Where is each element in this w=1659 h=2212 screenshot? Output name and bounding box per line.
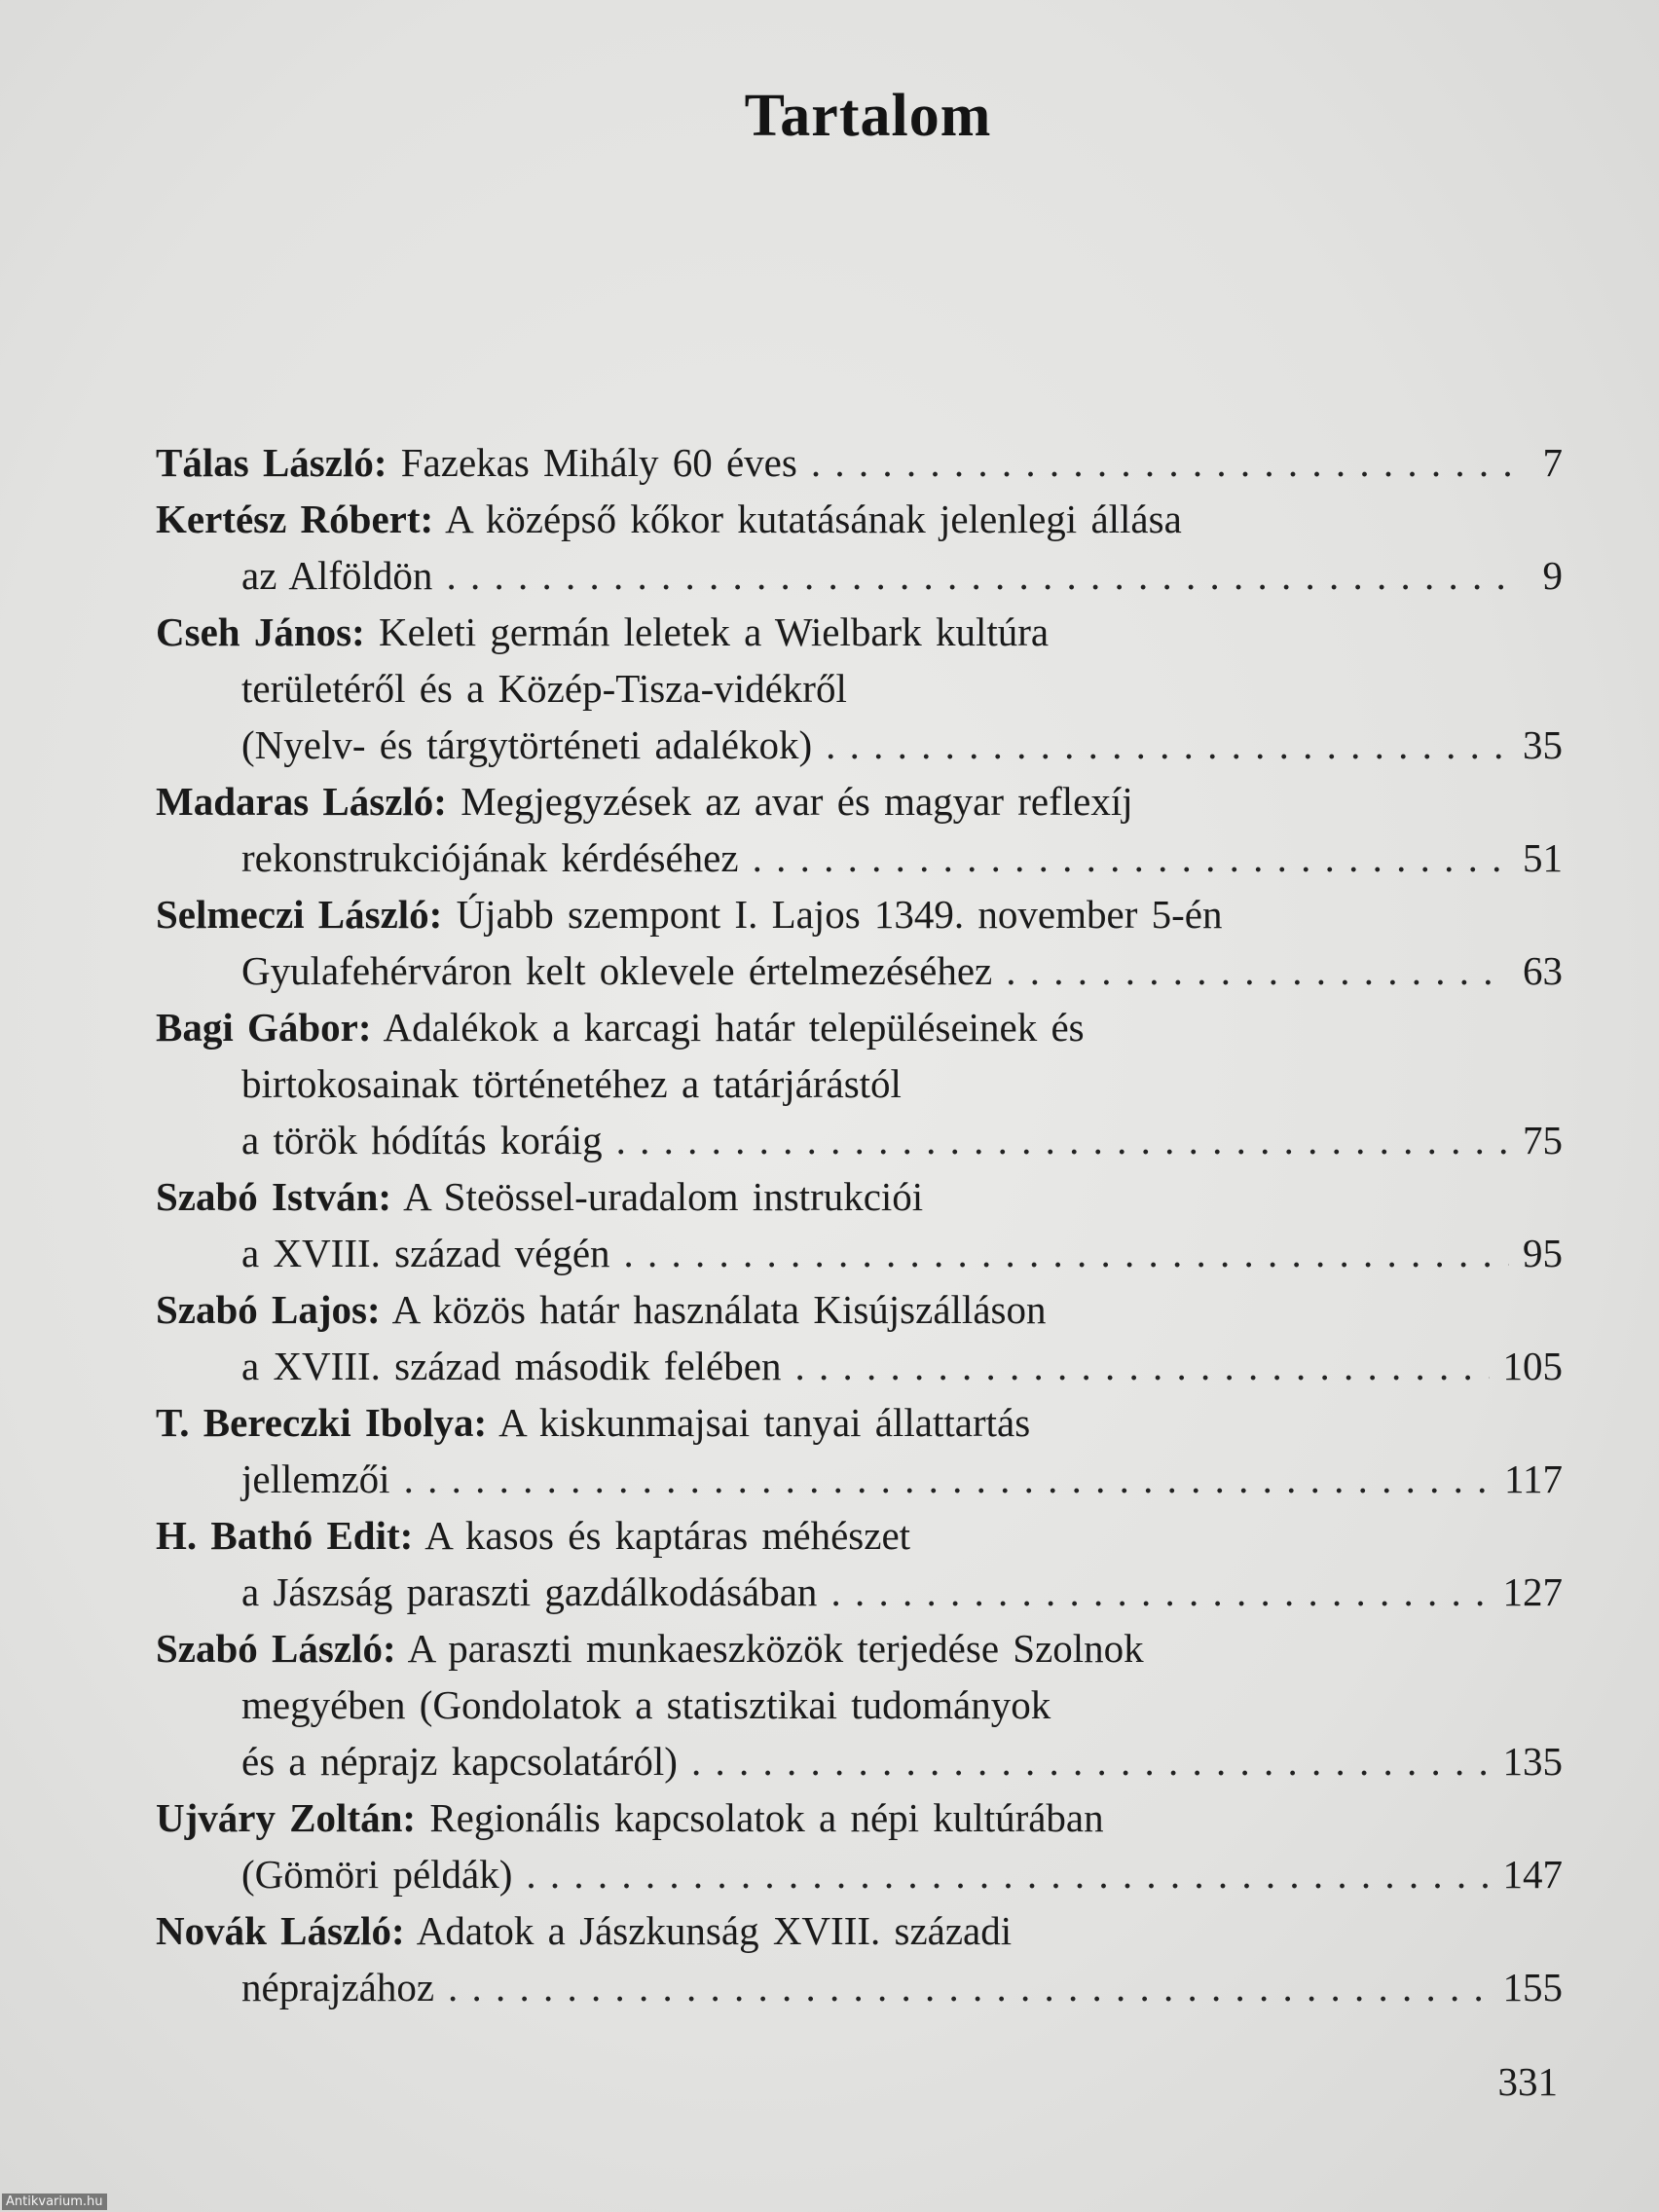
toc-author: Madaras László: (156, 779, 447, 824)
toc-entry (156, 1507, 1563, 1620)
toc-text (156, 779, 1133, 824)
toc-entry (156, 1902, 1563, 2015)
toc-page-number: 105 (1502, 1344, 1563, 1388)
toc-title-text: A kasos és kaptáras méhészet (424, 1513, 911, 1558)
toc-entry (156, 773, 1563, 886)
toc-line (156, 1338, 1563, 1394)
dot-leader (616, 1112, 1509, 1168)
toc-title-text: a Jászság paraszti gazdálkodásában (241, 1569, 818, 1614)
toc-title-text: az Alföldön (241, 553, 433, 598)
toc-line (156, 1789, 1563, 1846)
toc-title-text: Újabb szempont I. Lajos 1349. november 5-én (456, 892, 1223, 937)
toc-line (156, 1733, 1563, 1789)
toc-page-number: 155 (1502, 1965, 1563, 2009)
toc-title-text: a török hódítás koráig (241, 1118, 603, 1162)
toc-page-number: 127 (1502, 1569, 1563, 1614)
toc-line (156, 1564, 1563, 1620)
toc-line (156, 773, 1563, 830)
toc-author: Selmeczi László: (156, 892, 443, 937)
toc-line (156, 434, 1563, 491)
toc-entry (156, 886, 1563, 999)
toc-line (156, 1394, 1563, 1451)
table-of-contents (156, 434, 1563, 2015)
toc-page-number: 117 (1504, 1456, 1563, 1501)
page-title: Tartalom (744, 83, 992, 149)
dot-leader (404, 1451, 1491, 1507)
toc-title-text: A középső kőkor kutatásának jelenlegi állása (445, 497, 1182, 541)
toc-text (156, 1626, 1144, 1671)
toc-text (241, 1564, 817, 1620)
toc-text (241, 1733, 678, 1789)
toc-author: Tálas László: (156, 440, 387, 485)
toc-title-text: jellemzői (241, 1456, 390, 1501)
toc-text (241, 1112, 603, 1168)
toc-title-text: (Nyelv- és tárgytörténeti adalékok) (241, 722, 813, 767)
toc-text (241, 1959, 434, 2015)
toc-entry (156, 1620, 1563, 1789)
toc-line (156, 1620, 1563, 1677)
toc-page-number: 51 (1523, 835, 1563, 880)
toc-line (156, 1451, 1563, 1507)
toc-text (156, 1400, 1030, 1445)
toc-text (156, 497, 1182, 541)
toc-line (156, 1677, 1563, 1733)
toc-entry (156, 1281, 1563, 1394)
toc-entry (156, 999, 1563, 1168)
toc-title-text: Adalékok a karcagi határ településeinek és (383, 1005, 1085, 1050)
dot-leader (526, 1846, 1489, 1902)
toc-text (156, 1005, 1085, 1050)
watermark: Antikvarium.hu (2, 2194, 107, 2210)
toc-text (241, 942, 992, 999)
toc-text (156, 1287, 1046, 1332)
toc-line (156, 942, 1563, 999)
toc-author: Szabó Lajos: (156, 1287, 381, 1332)
toc-page-number: 147 (1502, 1852, 1563, 1897)
toc-title-text: a XVIII. század második felében (241, 1344, 782, 1388)
toc-title-text: a XVIII. század végén (241, 1231, 610, 1275)
toc-line (156, 886, 1563, 942)
toc-title-text: A közös határ használata Kisújszálláson (391, 1287, 1047, 1332)
toc-page-number: 95 (1523, 1231, 1563, 1275)
toc-title-text: területéről és a Közép-Tisza-vidékről (241, 666, 847, 711)
toc-entry (156, 1168, 1563, 1281)
toc-title-text: Adatok a Jászkunság XVIII. századi (416, 1908, 1013, 1953)
toc-author: Kertész Róbert: (156, 497, 434, 541)
toc-text (241, 717, 812, 773)
toc-title-text: A Steössel-uradalom instrukciói (403, 1174, 924, 1219)
toc-line (156, 1507, 1563, 1564)
toc-title-text: Fazekas Mihály 60 éves (400, 440, 797, 485)
toc-author: H. Bathó Edit: (156, 1513, 414, 1558)
toc-title-text: A paraszti munkaeszközök terjedése Szolnok (407, 1626, 1144, 1671)
toc-page-number: 135 (1502, 1739, 1563, 1784)
toc-author: Szabó László: (156, 1626, 396, 1671)
toc-title-text: megyében (Gondolatok a statisztikai tudományok (241, 1682, 1051, 1727)
toc-author: T. Bereczki Ibolya: (156, 1400, 488, 1445)
toc-author: Novák László: (156, 1908, 405, 1953)
toc-line (156, 830, 1563, 886)
toc-text (156, 1174, 923, 1219)
dot-leader (448, 1959, 1489, 2015)
dot-leader (794, 1338, 1489, 1394)
dot-leader (446, 547, 1520, 604)
toc-title-text: és a néprajz kapcsolatáról) (241, 1739, 678, 1784)
toc-line (156, 1902, 1563, 1959)
toc-line (156, 1281, 1563, 1338)
toc-text (241, 830, 739, 886)
toc-title-text: Gyulafehérváron kelt oklevele értelmezéséhez (241, 948, 993, 993)
dot-leader (691, 1733, 1490, 1789)
toc-title-text: (Gömöri példák) (241, 1852, 513, 1897)
toc-page-number: 35 (1523, 722, 1563, 767)
toc-text (241, 1682, 1051, 1727)
toc-line (156, 604, 1563, 660)
toc-page-number: 75 (1523, 1118, 1563, 1162)
toc-line (156, 660, 1563, 717)
toc-page-number: 9 (1542, 553, 1563, 598)
toc-text (156, 1795, 1104, 1840)
toc-title-text: birtokosainak történetéhez a tatárjárástól (241, 1061, 902, 1106)
toc-title-text: Regionális kapcsolatok a népi kultúrában (429, 1795, 1104, 1840)
toc-text (241, 1451, 390, 1507)
toc-text (241, 1225, 610, 1281)
toc-author: Ujváry Zoltán: (156, 1795, 417, 1840)
dot-leader (753, 830, 1509, 886)
toc-line (156, 999, 1563, 1055)
toc-text (241, 1061, 902, 1106)
toc-text (241, 1338, 781, 1394)
toc-title-text: néprajzához (241, 1965, 435, 2009)
toc-line (156, 717, 1563, 773)
toc-line (156, 1112, 1563, 1168)
toc-line (156, 1959, 1563, 2015)
toc-author: Cseh János: (156, 609, 365, 654)
toc-title-text: Keleti germán leletek a Wielbark kultúra (378, 609, 1050, 654)
dot-leader (826, 717, 1509, 773)
dot-leader (811, 434, 1520, 491)
toc-line (156, 491, 1563, 547)
toc-entry (156, 604, 1563, 773)
toc-entry (156, 1789, 1563, 1902)
toc-entry (156, 1394, 1563, 1507)
toc-page-number: 63 (1523, 948, 1563, 993)
dot-leader (1006, 942, 1509, 999)
toc-entry (156, 434, 1563, 491)
toc-text (241, 547, 432, 604)
toc-text (156, 1513, 910, 1558)
toc-title-text: rekonstrukciójának kérdéséhez (241, 835, 739, 880)
toc-entry (156, 491, 1563, 604)
toc-line (156, 1225, 1563, 1281)
toc-line (156, 1168, 1563, 1225)
toc-text (156, 609, 1049, 654)
toc-line (156, 547, 1563, 604)
toc-text (241, 1846, 512, 1902)
page-number: 331 (1497, 2059, 1558, 2104)
toc-page-number: 7 (1542, 440, 1563, 485)
toc-title-text: A kiskunmajsai tanyai állattartás (498, 1400, 1031, 1445)
toc-author: Bagi Gábor: (156, 1005, 372, 1050)
toc-text (241, 666, 847, 711)
toc-text (156, 892, 1222, 937)
toc-line (156, 1055, 1563, 1112)
toc-text (156, 434, 797, 491)
dot-leader (624, 1225, 1509, 1281)
toc-text (156, 1908, 1012, 1953)
dot-leader (830, 1564, 1489, 1620)
toc-title-text: Megjegyzések az avar és magyar reflexíj (461, 779, 1133, 824)
toc-line (156, 1846, 1563, 1902)
toc-author: Szabó István: (156, 1174, 392, 1219)
